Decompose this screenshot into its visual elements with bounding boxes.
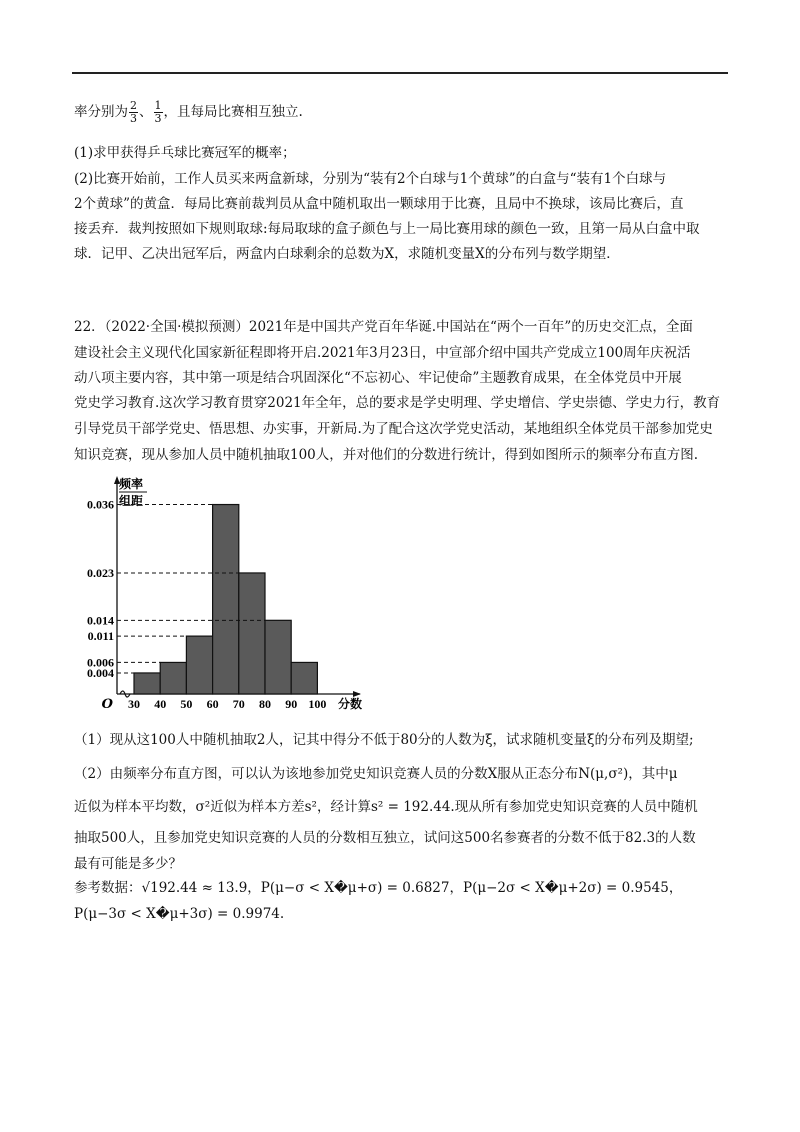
reference-data-line-1: 参考数据：√192.44 ≈ 13.9，P(μ−σ < X�μ+σ) = 0.6827，P(μ−2σ < X�μ+2σ) = 0.9545， [74,880,683,896]
origin-label: O [101,697,113,712]
x-tick-label: 50 [180,697,193,711]
fraction-two-thirds: $\frac{2}{3}$ [130,99,137,125]
y-axis-label-top: 频率 [119,477,144,491]
histogram-bar [213,505,239,694]
problem-22-line-5: 引导党员干部学党史、悟思想、办实事，开新局.为了配合这次学党史活动，某地组织全体党员干部参加党史 [74,421,713,437]
y-axis-label-bottom: 组距 [119,494,144,508]
histogram-bar [239,573,265,694]
y-tick-label: 0.014 [87,613,114,628]
problem-22-line-4: 党史学习教育.这次学习教育贯穿2021年全年，总的要求是学史明理、学史增信、学史崇德、学史力行，教育 [74,395,721,411]
y-tick-label: 0.023 [87,565,114,580]
problem-22-line-6: 知识竞赛，现从参加人员中随机抽取100人，并对他们的分数进行统计，得到如图所示的频率分布直方图. [74,447,699,463]
histogram-bar [134,673,160,694]
problem-22-line-2: 建设社会主义现代化国家新征程即将开启.2021年3月23日，中宣部介绍中国共产党成立100周年庆祝活 [74,345,691,361]
probability-line: 率分别为 $\frac{2}{3}$ 、 $\frac{1}{3}$ ，且每局比赛相互独立. [74,99,303,125]
sub-question-2-line-2: 近似为样本平均数，σ²近似为样本方差s²，经计算s² = 192.44.现从所有参加党史知识竞赛的人员中随机 [74,799,698,815]
x-tick-label: 100 [308,697,327,711]
question-2-line-2: 2个黄球”的黄盒．每局比赛前裁判员从盒中随机取出一颗球用于比赛，且局中不换球，该局比赛后，直 [74,196,684,212]
y-tick-label: 0.011 [87,629,114,644]
sub-question-2-line-4: 最有可能是多少？ [74,856,182,872]
x-tick-label: 90 [285,697,298,711]
problem-22-line-1: 22．（2022·全国·模拟预测）2021年是中国共产党百年华诞.中国站在“两个一百年”的历史交汇点，全面 [74,319,693,335]
histogram-bar [186,636,212,694]
x-tick-label: 70 [232,697,245,711]
y-tick-label: 0.006 [87,655,114,670]
problem-22-line-3: 动八项主要内容，其中第一项是结合巩固深化“不忘初心、牢记使命”主题教育成果，在全体党员中开展 [74,370,682,386]
sub-question-2-line-1: （2）由频率分布直方图，可以认为该地参加党史知识竞赛人员的分数X服从正态分布N(μ,σ²)，其中μ [74,766,678,782]
fraction-one-third: $\frac{1}{3}$ [154,99,162,125]
histogram-bar [265,620,291,694]
text-prefix: 率分别为 [74,104,128,120]
x-tick-label: 40 [154,697,167,711]
question-2-line-4: 球．记甲、乙决出冠军后，两盒内白球剩余的总数为X，求随机变量X的分布列与数学期望． [74,246,620,262]
question-2-line-1: (2)比赛开始前，工作人员买来两盒新球，分别为“装有2个白球与1个黄球”的白盒与“装有1个白球与 [74,171,667,187]
x-tick-label: 80 [259,697,271,711]
header-rule [72,72,728,74]
x-tick-label: 60 [206,697,219,711]
x-tick-label: 30 [128,697,140,711]
histogram-bar [160,662,186,694]
question-1-text: (1)求甲获得乒乓球比赛冠军的概率； [74,145,296,161]
y-tick-label: 0.036 [87,497,114,512]
sub-question-1: （1）现从这100人中随机抽取2人，记其中得分不低于80分的人数为ξ，试求随机变量ξ的分布列及期望; [74,732,694,748]
reference-data-line-2: P(μ−3σ < X�μ+3σ) = 0.9974. [74,906,285,922]
frequency-histogram [70,476,380,716]
question-2-line-3: 接丢弃．裁判按照如下规则取球:每局取球的盒子颜色与上一局比赛用球的颜色一致，且第一局从白盒中取 [74,221,700,237]
y-tick-label: 0.004 [87,665,114,680]
x-axis-label: 分数 [338,697,363,711]
sub-question-2-line-3: 抽取500人，且参加党史知识竞赛的人员的分数相互独立，试问这500名参赛者的分数不低于82.3的人数 [74,830,696,846]
histogram-bar [291,662,317,694]
